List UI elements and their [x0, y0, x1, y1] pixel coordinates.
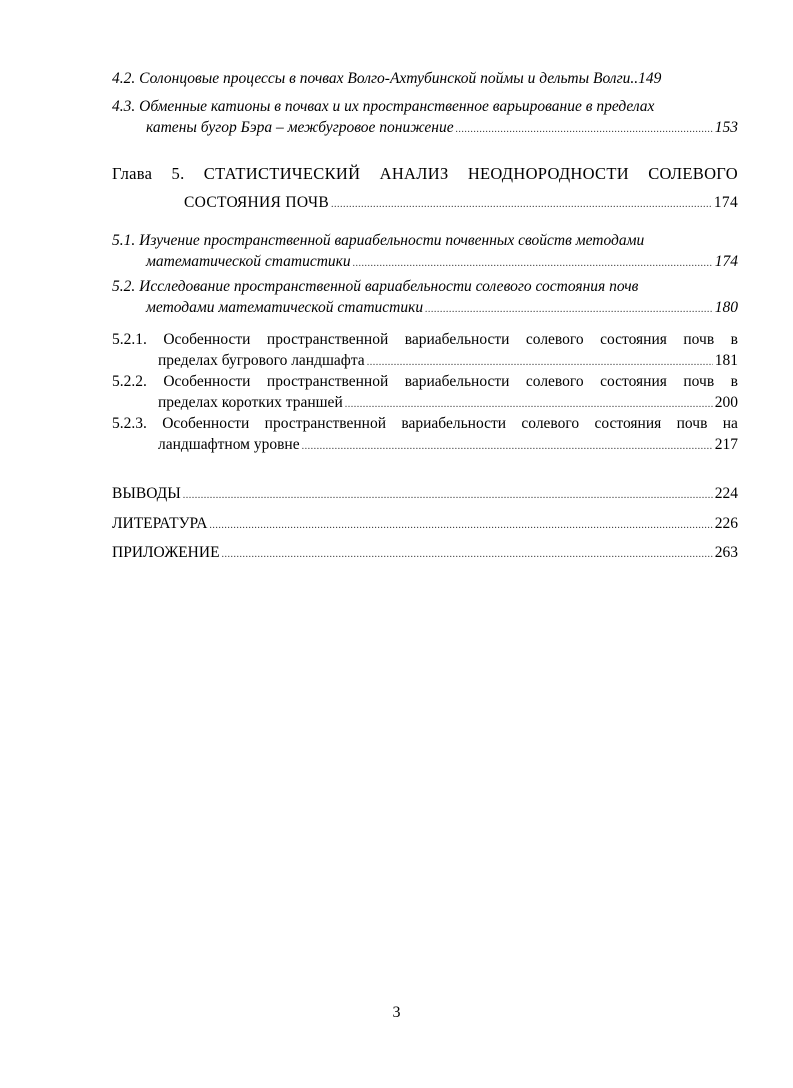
toc-entry-4-2: [112, 69, 738, 90]
toc-entry-title: 5.2.1. Особенности пространственной вариабельности солевого состояния почв в: [112, 331, 738, 348]
toc-entry-title: 5.1. Изучение пространственной вариабельности почвенных свойств методами: [112, 232, 645, 249]
toc-entry-title: 4.3. Обменные катионы в почвах и их пространственное варьирование в пределах: [112, 98, 655, 115]
toc-chapter-title-cont: СОСТОЯНИЯ ПОЧВ: [184, 194, 329, 211]
toc-entry-title-cont: пределах коротких траншей: [158, 394, 343, 411]
toc-entry-page: 181: [714, 352, 738, 369]
toc-entry-page: 224: [714, 485, 738, 502]
toc-leader-dots: [456, 120, 713, 140]
toc-entry-page: 217: [714, 436, 738, 453]
toc-leader-dots: [367, 353, 713, 373]
toc-entry-page: 174: [713, 194, 738, 211]
toc-entry-page: 180: [714, 299, 738, 316]
toc-entry-references: [112, 514, 738, 535]
toc-entry-title: ПРИЛОЖЕНИЕ: [112, 544, 220, 561]
toc-entry-title: 5.2.2. Особенности пространственной вариабельности солевого состояния почв в: [112, 373, 738, 390]
toc-entry-page: 226: [714, 515, 738, 532]
toc-entry-title-cont: методами математической статистики: [146, 299, 424, 316]
toc-entry-title: ВЫВОДЫ: [112, 485, 181, 502]
toc-entry-title: 5.2. Исследование пространственной вариабельности солевого состояния почв: [112, 278, 639, 295]
toc-entry-page: 153: [714, 119, 738, 136]
toc-leader-dots: [183, 486, 713, 506]
toc-leader-dots: ..: [630, 70, 639, 87]
toc-entry-appendix: [112, 543, 738, 564]
toc-entry-5-2: [112, 277, 738, 319]
toc-leader-dots: [353, 254, 713, 274]
toc-entry-page: 149: [638, 70, 662, 87]
toc-leader-dots: [425, 300, 713, 320]
toc-leader-dots: [331, 195, 712, 215]
toc-entry-5-2-3: [112, 414, 738, 456]
toc-entry-page: 263: [714, 544, 738, 561]
toc-entry-5-1: [112, 231, 738, 273]
toc-entry-title: ЛИТЕРАТУРА: [112, 515, 208, 532]
toc-entry-page: 200: [714, 394, 738, 411]
toc-leader-dots: [345, 395, 713, 415]
toc-entry-title-cont: пределах бугрового ландшафта: [158, 352, 365, 369]
toc-entry-conclusions: [112, 484, 738, 505]
toc-chapter-5: [112, 164, 738, 214]
toc-leader-dots: [209, 516, 712, 536]
toc-leader-dots: [222, 545, 713, 565]
toc-entry-page: 174: [714, 253, 738, 270]
toc-entry-title-cont: ландшафтном уровне: [158, 436, 300, 453]
toc-entry-5-2-2: [112, 372, 738, 414]
toc-entry-title-cont: катены бугор Бэра – межбугровое понижение: [146, 119, 454, 136]
toc-chapter-title: Глава 5. СТАТИСТИЧЕСКИЙ АНАЛИЗ НЕОДНОРОДНОСТИ СОЛЕВОГО: [112, 164, 738, 183]
toc-entry-title-cont: математической статистики: [146, 253, 351, 270]
toc-entry-5-2-1: [112, 330, 738, 372]
toc-entry-title: 5.2.3. Особенности пространственной вариабельности солевого состояния почв на: [112, 415, 738, 432]
page-number: 3: [392, 1004, 401, 1021]
toc-leader-dots: [302, 437, 713, 457]
toc-entry-title: 4.2. Солонцовые процессы в почвах Волго-Ахтубинской поймы и дельты Волги: [112, 70, 631, 87]
toc-entry-4-3: [112, 97, 738, 139]
